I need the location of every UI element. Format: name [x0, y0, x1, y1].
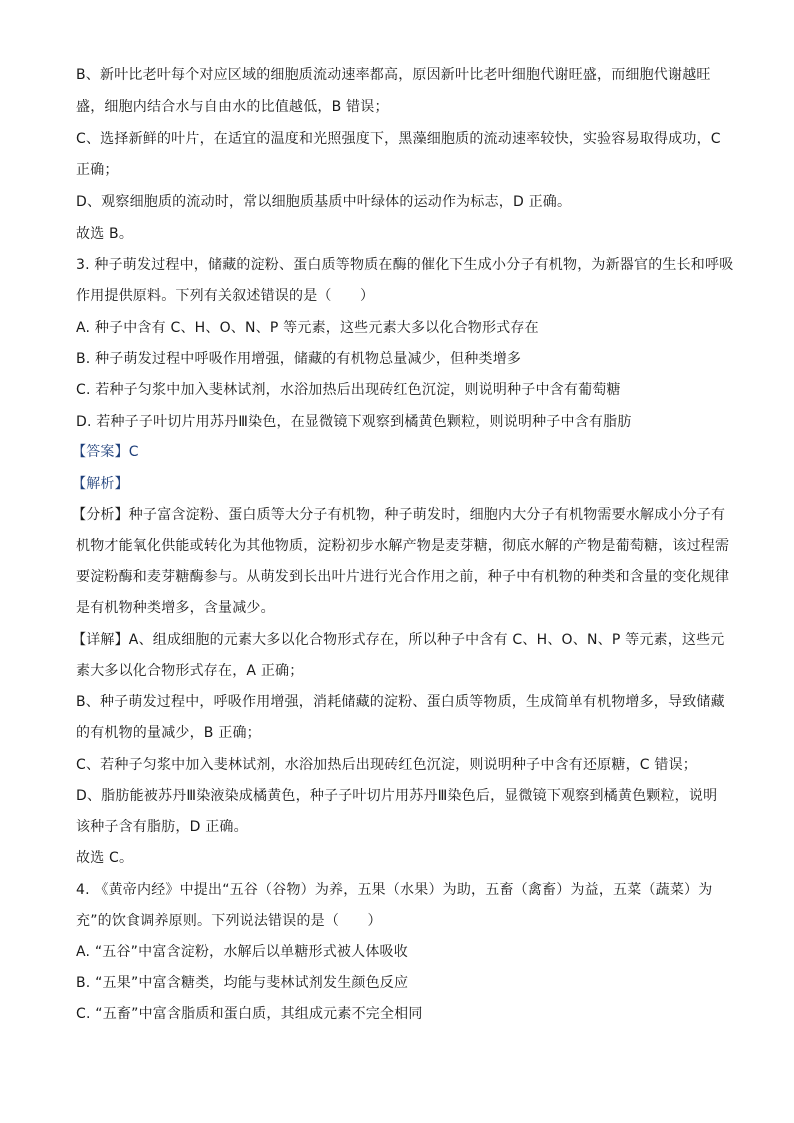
text-line: 盛，细胞内结合水与自由水的比值越低，B 错误； — [76, 99, 389, 115]
text-line: 是有机物种类增多，含量减少。 — [76, 600, 275, 616]
text-line: 故选 C。 — [76, 850, 134, 866]
option-c: C. 若种子匀浆中加入斐林试剂，水浴加热后出现砖红色沉淀，则说明种子中含有葡萄糖 — [76, 382, 621, 398]
answer-label: 【答案】C — [72, 444, 139, 460]
text-line: 【详解】A、组成细胞的元素大多以化合物形式存在，所以种子中含有 C、H、O、N、P 等元素，这些元 — [72, 632, 725, 648]
option-b: B. 种子萌发过程中呼吸作用增强，储藏的有机物总量减少，但种类增多 — [76, 351, 522, 367]
question-3-stem: 作用提供原料。下列有关叙述错误的是（ ） — [76, 288, 375, 304]
question-3-stem: 3. 种子萌发过程中，储藏的淀粉、蛋白质等物质在酶的催化下生成小分子有机物，为新器官的生长和呼吸 — [76, 257, 734, 273]
option-b: B. “五果”中富含糖类，均能与斐林试剂发生颜色反应 — [76, 975, 409, 991]
text-line: 机物才能氧化供能或转化为其他物质，淀粉初步水解产物是麦芽糖，彻底水解的产物是葡萄糖，该过程需 — [76, 538, 730, 554]
option-d: D. 若种子子叶切片用苏丹Ⅲ染色，在显微镜下观察到橘黄色颗粒，则说明种子中含有脂肪 — [76, 414, 632, 430]
text-line: C、选择新鲜的叶片，在适宜的温度和光照强度下，黑藻细胞质的流动速率较快，实验容易取得成功，C — [76, 131, 721, 147]
text-line: 【分析】种子富含淀粉、蛋白质等大分子有机物，种子萌发时，细胞内大分子有机物需要水解成小分子有 — [72, 507, 726, 523]
question-4-stem: 4. 《黄帝内经》中提出“五谷（谷物）为养，五果（水果）为助，五畜（禽畜）为益，五菜（蔬菜）为 — [76, 882, 713, 898]
option-a: A. “五谷”中富含淀粉，水解后以单糖形式被人体吸收 — [76, 944, 408, 960]
question-4-stem: 充”的饮食调养原则。下列说法错误的是（ ） — [76, 913, 382, 929]
text-line: 故选 B。 — [76, 226, 134, 242]
text-line: D、观察细胞质的流动时，常以细胞质基质中叶绿体的运动作为标志，D 正确。 — [76, 194, 572, 210]
option-a: A. 种子中含有 C、H、O、N、P 等元素，这些元素大多以化合物形式存在 — [76, 320, 539, 336]
text-line: 素大多以化合物形式存在，A 正确； — [76, 663, 304, 679]
text-line: B、种子萌发过程中，呼吸作用增强，消耗储藏的淀粉、蛋白质等物质，生成简单有机物增多，导致储藏 — [76, 694, 725, 710]
text-line: 该种子含有脂肪，D 正确。 — [76, 819, 248, 835]
text-line: 的有机物的量减少，B 正确； — [76, 725, 261, 741]
text-line: 要淀粉酶和麦芽糖酶参与。从萌发到长出叶片进行光合作用之前，种子中有机物的种类和含量的变化规律 — [76, 569, 730, 585]
analysis-label: 【解析】 — [72, 476, 129, 492]
text-line: D、脂肪能被苏丹Ⅲ染液染成橘黄色，种子子叶切片用苏丹Ⅲ染色后，显微镜下观察到橘黄色颗粒，说明 — [76, 788, 718, 804]
text-line: B、新叶比老叶每个对应区域的细胞质流动速率都高，原因新叶比老叶细胞代谢旺盛，而细胞代谢越旺 — [76, 67, 711, 83]
text-line: 正确； — [76, 162, 119, 178]
option-c: C. “五畜”中富含脂质和蛋白质，其组成元素不完全相同 — [76, 1006, 423, 1022]
text-line: C、若种子匀浆中加入斐林试剂，水浴加热后出现砖红色沉淀，则说明种子中含有还原糖，C 错误； — [76, 757, 697, 773]
